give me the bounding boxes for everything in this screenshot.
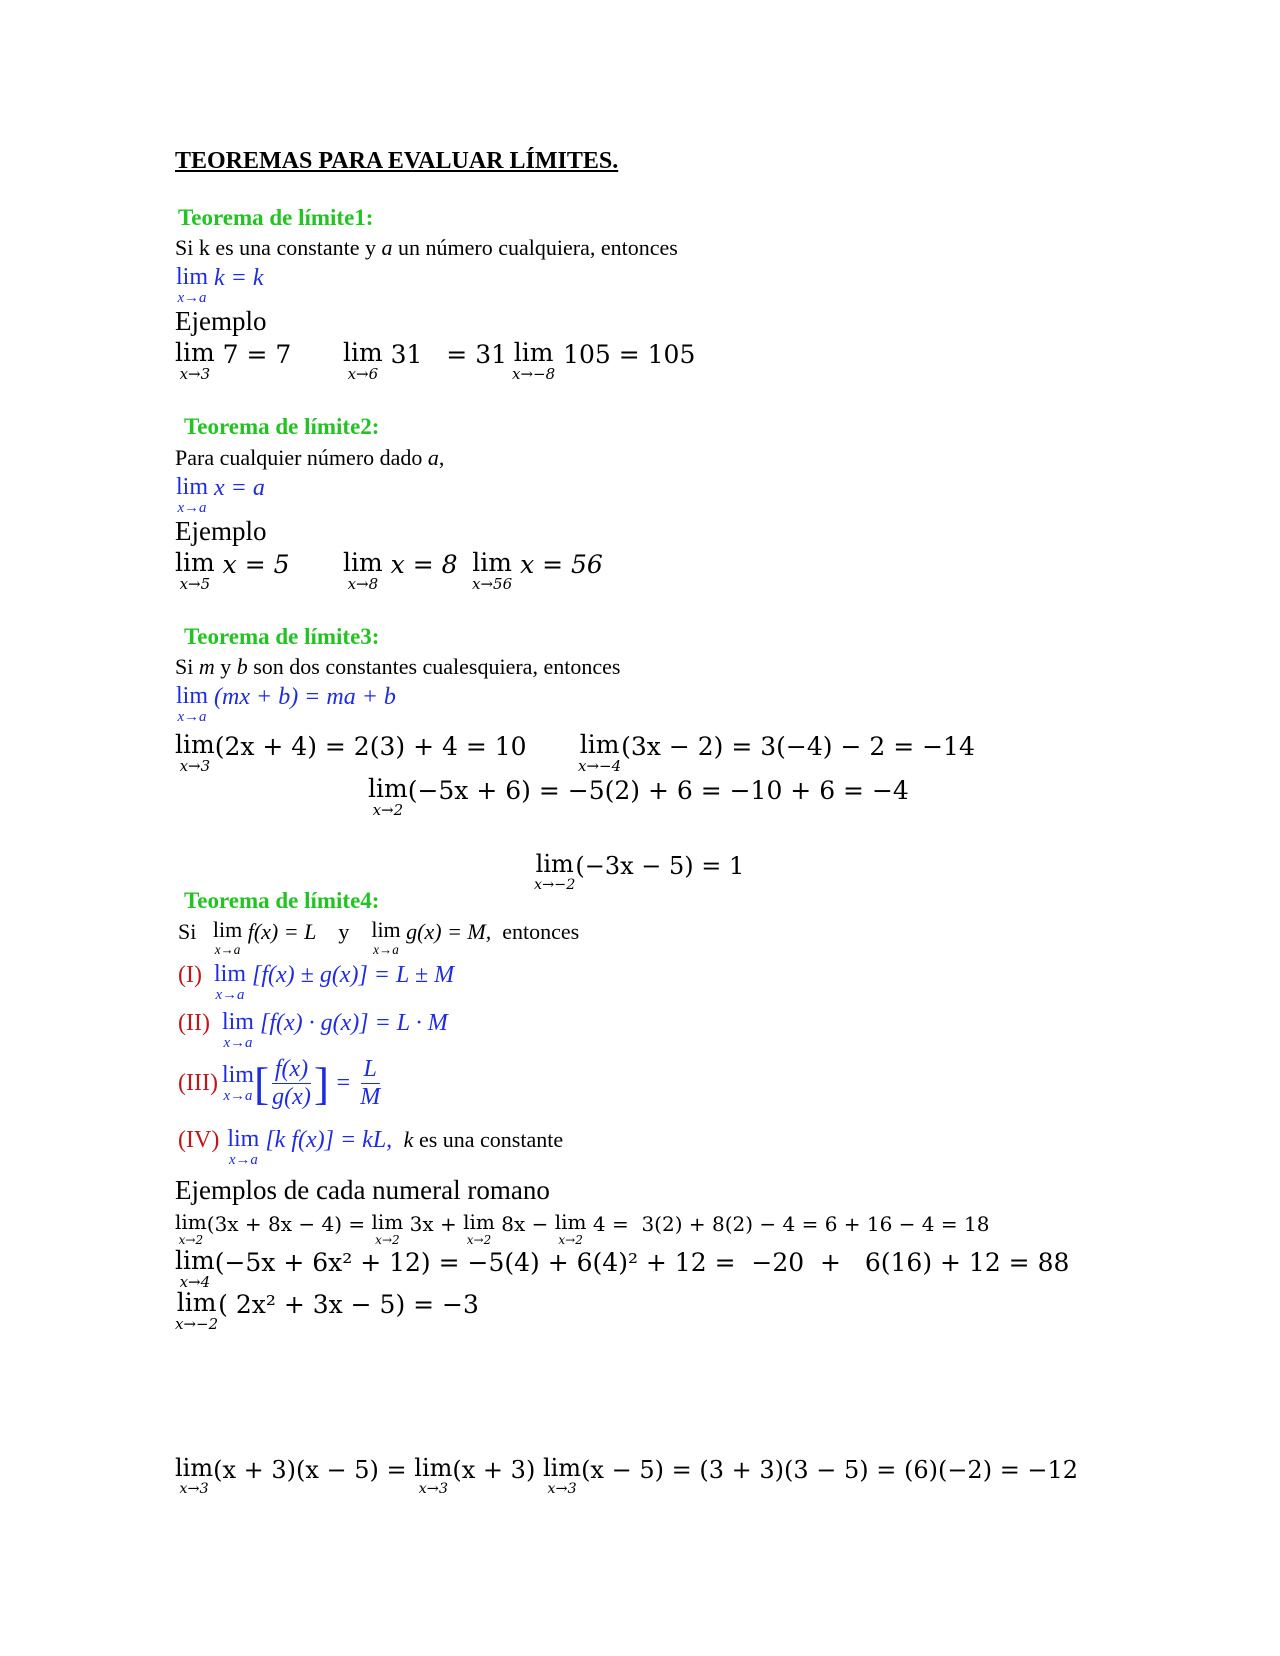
statement-var-a: a (381, 235, 393, 260)
theorem-3-formula (176, 684, 396, 725)
right-bracket: ] (313, 1057, 329, 1109)
rule-left: [k f(x)] (265, 1127, 334, 1153)
statement-text: un número cualquiera, entonces (392, 235, 678, 260)
example-expr: 31 = 31 (390, 340, 508, 369)
limit-operator: lim x→56 (472, 548, 513, 593)
limit-operator: lim x→a (212, 917, 243, 957)
rule-right: = kL, (339, 1127, 393, 1153)
ex4-part-b: (x + 3) (452, 1456, 536, 1484)
t1-example-3 (512, 340, 695, 382)
cond-si: Si (178, 919, 197, 944)
limit-operator: lim x→2 (463, 1210, 495, 1247)
limit-operator: lim x→3 (542, 1454, 582, 1497)
limit-operator: lim x→−8 (512, 338, 556, 383)
example-expr: 7 = 7 (222, 340, 292, 369)
t4-example-1 (175, 1212, 989, 1246)
example-expr: (2x + 4) = 2(3) + 4 = 10 (214, 732, 527, 761)
example-expr: (−5x + 6) = −5(2) + 6 = −10 + 6 = −4 (407, 776, 909, 805)
example-expr: (−5x + 6x² + 12) = −5(4) + 6(4)² + 12 = −20 + 6(16) + 12 = 88 (214, 1248, 1070, 1277)
t4-example-3 (175, 1290, 479, 1332)
limit-operator: lim x→3 (175, 730, 215, 775)
theorem-2-heading: Teorema de límite2: (184, 414, 380, 439)
rule-II (178, 1010, 448, 1051)
cond-y: y (338, 919, 350, 944)
limit-operator: lim x→2 (175, 1210, 207, 1247)
rule-IV (178, 1127, 563, 1168)
example-label: Ejemplo (175, 516, 267, 546)
theorem-1-formula (176, 265, 264, 306)
limit-operator: lim x→4 (175, 1246, 215, 1291)
t3-example-1 (175, 732, 527, 774)
limit-operator: lim x→a (221, 1062, 254, 1105)
theorem-3-heading: Teorema de límite3: (184, 624, 380, 649)
fraction-lm: $\frac{L}{M}$ (360, 1056, 381, 1110)
t3-example-2 (578, 732, 975, 774)
limit-operator: lim x→a (227, 1126, 260, 1168)
example-expr: x = 5 (222, 550, 290, 579)
limit-operator: lim x→2 (554, 1210, 587, 1247)
example-expr: ( 2x² + 3x − 5) = −3 (218, 1290, 479, 1319)
theorem-2-formula (176, 475, 265, 516)
limit-operator: lim x→3 (414, 1454, 453, 1497)
limit-operator: lim x→a (176, 264, 209, 306)
statement-text: Si (175, 654, 199, 679)
limit-operator: lim x→3 (175, 338, 215, 383)
limit-operator: lim x→2 (368, 774, 408, 819)
limit-operator: lim x→−4 (578, 730, 622, 775)
statement-text: y (214, 654, 237, 679)
theorem-2-statement (175, 445, 444, 471)
example-expr: 105 = 105 (563, 340, 696, 369)
limit-operator: lim x→3 (175, 1454, 214, 1497)
example-expr: (−3x − 5) = 1 (575, 852, 745, 880)
cond-f: f(x) = L (247, 919, 317, 944)
formula-body: (mx + b) = ma + b (214, 684, 396, 710)
ex4-part-a: (x + 3)(x − 5) = (213, 1456, 407, 1484)
statement-text: Para cualquier número dado (175, 445, 428, 470)
rule-I (178, 962, 454, 1003)
example-label: Ejemplo (175, 306, 267, 336)
ex1-rest: 3(2) + 8(2) − 4 = 6 + 16 − 4 = 18 (641, 1212, 990, 1236)
note-k: k (403, 1127, 414, 1152)
limit-operator: lim x→6 (343, 338, 383, 383)
fraction-fg: $\frac{f(x)}{g(x)}$ (272, 1056, 311, 1110)
limit-operator: lim x→a (371, 917, 401, 957)
ex1-part-c: 8x − (501, 1212, 549, 1236)
t2-example-3 (472, 550, 603, 592)
cond-g: g(x) = M, (406, 919, 492, 944)
theorem-3-statement (175, 654, 620, 680)
statement-text: Si k es una constante y (175, 235, 382, 260)
ex4-part-c: (x − 5) = (3 + 3)(3 − 5) = (6)(−2) = −12 (581, 1456, 1079, 1484)
examples-label: Ejemplos de cada numeral romano (175, 1175, 550, 1205)
statement-text: son dos constantes cualesquiera, entonces (247, 654, 621, 679)
limit-operator: lim x→−2 (175, 1288, 219, 1333)
limit-operator: lim x→a (176, 683, 209, 725)
theorem-4-heading: Teorema de límite4: (184, 888, 380, 913)
example-expr: (3x − 2) = 3(−4) − 2 = −14 (621, 732, 975, 761)
roman-numeral: (IV) (178, 1127, 220, 1153)
rule-right: = L ± M (373, 962, 455, 988)
roman-numeral: (II) (178, 1010, 210, 1036)
rule-left: [f(x) · g(x)] (259, 1010, 369, 1036)
rule-left: [f(x) ± g(x)] (252, 962, 368, 988)
limit-operator: lim x→8 (343, 548, 383, 593)
limit-operator: lim x→a (176, 474, 209, 516)
t3-example-3 (368, 776, 909, 818)
ex1-part-a: (3x + 8x − 4) = (206, 1212, 366, 1236)
cond-entonces: entonces (502, 919, 580, 944)
theorem-1-statement (175, 235, 678, 261)
formula-body: k = k (214, 265, 264, 291)
statement-var-a: a (427, 445, 439, 470)
t2-example-1 (175, 550, 290, 592)
rule-right: = L · M (374, 1010, 448, 1036)
ex1-part-d: 4 = (592, 1212, 629, 1236)
limit-operator: lim x→5 (175, 548, 215, 593)
roman-numeral: (III) (178, 1070, 218, 1096)
statement-var-b: b (236, 654, 248, 679)
statement-var-m: m (198, 654, 215, 679)
theorem-1-heading: Teorema de límite1: (178, 205, 374, 230)
limit-operator: lim x→a (213, 961, 246, 1003)
example-expr: x = 56 (520, 550, 603, 579)
page-title: TEOREMAS PARA EVALUAR LÍMITES. (175, 148, 619, 174)
roman-numeral: (I) (178, 962, 202, 988)
example-expr: x = 8 (390, 550, 458, 579)
t4-example-4 (175, 1456, 1078, 1496)
t1-example-2 (343, 340, 507, 382)
formula-body: x = a (214, 475, 265, 501)
limit-operator: lim x→−2 (534, 850, 576, 893)
statement-text: , (438, 445, 445, 470)
rule-III: (III) lim x→a [ $\frac{f(x)}{g(x)}$ ] = $\frac{L}{M}$ (178, 1056, 383, 1111)
ex1-part-b: 3x + (409, 1212, 457, 1236)
t4-example-2 (175, 1248, 1069, 1290)
t2-example-2 (343, 550, 458, 592)
limit-operator: lim x→a (221, 1009, 254, 1051)
t1-example-1 (175, 340, 291, 382)
note-text: es una constante (413, 1127, 564, 1152)
limit-operator: lim x→2 (371, 1210, 404, 1247)
t3-example-4 (534, 852, 744, 892)
left-bracket: [ (253, 1057, 270, 1109)
theorem-4-condition (178, 919, 579, 956)
